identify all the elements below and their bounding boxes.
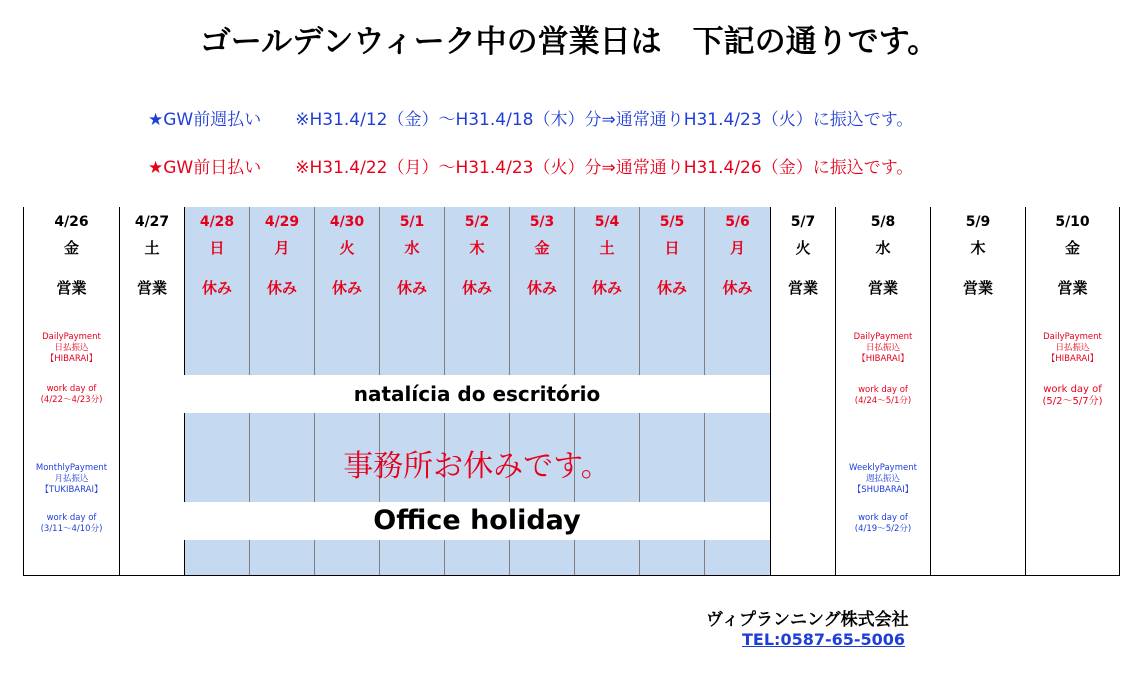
day-date: 4/27 [134, 214, 170, 230]
day-weekday: 木 [970, 239, 986, 257]
payment-jp: 月払振込 [54, 474, 89, 484]
day-weekday: 金 [1064, 239, 1080, 257]
range-label: work day of [46, 384, 97, 394]
day-column [23, 207, 119, 576]
range-value: (4/22～4/23分) [40, 395, 103, 405]
payment-jp: 日払振込 [865, 343, 900, 353]
day-status: 営業 [867, 279, 898, 297]
calendar-bottom-border [23, 575, 1120, 576]
holiday-banner-english: Office holiday [184, 502, 770, 540]
day-status: 休み [201, 279, 232, 297]
payment-jp: 日払振込 [54, 343, 89, 353]
range-label: work day of [858, 385, 908, 395]
holiday-banner-portuguese: natalícia do escritório [184, 375, 770, 413]
day-date: 4/30 [329, 214, 365, 230]
day-column [770, 207, 835, 576]
payment-jp: 週払振込 [865, 474, 900, 484]
day-date: 5/3 [529, 214, 555, 230]
day-weekday: 土 [599, 239, 615, 257]
page-title: ゴールデンウィーク中の営業日は 下記の通りです。 [199, 24, 939, 60]
day-date: 5/8 [870, 214, 896, 230]
holiday-banner-japanese: 事務所お休みです。 [343, 449, 611, 484]
phone-link[interactable]: TEL:0587-65-5006 [742, 630, 906, 649]
payment-code: 【SHUBARAI】 [852, 485, 914, 495]
payment-type: DailyPayment [1043, 332, 1102, 342]
day-weekday: 月 [274, 239, 290, 257]
day-weekday: 水 [404, 239, 420, 257]
day-date: 5/1 [399, 214, 425, 230]
day-date: 4/29 [264, 214, 300, 230]
day-weekday: 火 [795, 239, 811, 257]
day-date: 5/9 [965, 214, 991, 230]
day-date: 5/7 [790, 214, 816, 230]
holiday-calendar [23, 207, 1120, 576]
day-status: 休み [591, 279, 622, 297]
daily-payment-note: ★GW前日払い ※H31.4/22（月）～H31.4/23（火）分⇒通常通りH31.4/26（金）に振込です。 [148, 158, 914, 178]
day-status: 営業 [962, 279, 993, 297]
day-column [1025, 207, 1120, 576]
payment-code: 【HIBARAI】 [1046, 354, 1099, 364]
day-status: 休み [526, 279, 557, 297]
range-value: (4/19～5/2分) [854, 524, 912, 534]
day-status: 休み [396, 279, 427, 297]
day-status: 営業 [56, 279, 87, 297]
day-date: 5/2 [464, 214, 490, 230]
day-status: 休み [722, 279, 753, 297]
payment-jp: 日払振込 [1055, 343, 1090, 353]
day-column [119, 207, 184, 576]
range-label: work day of [858, 513, 908, 523]
payment-code: 【HIBARAI】 [45, 354, 98, 364]
day-column [930, 207, 1025, 576]
range-label: work day of [46, 513, 97, 523]
day-status: 休み [461, 279, 492, 297]
range-label: work day of [1043, 384, 1102, 395]
payment-range [836, 385, 930, 407]
payment-range [24, 384, 119, 406]
payment-code: 【TUKIBARAI】 [40, 485, 103, 495]
day-date: 5/6 [725, 214, 750, 230]
day-date: 5/4 [594, 214, 620, 230]
day-weekday: 金 [63, 239, 79, 257]
day-status: 営業 [1057, 279, 1088, 297]
range-value: (3/11～4/10分) [40, 524, 103, 534]
day-weekday: 月 [729, 239, 745, 257]
day-weekday: 金 [534, 239, 550, 257]
day-column [835, 207, 930, 576]
payment-label [24, 463, 119, 496]
weekly-payment-note: ★GW前週払い ※H31.4/12（金）～H31.4/18（木）分⇒通常通りH31.4/23（火）に振込です。 [148, 110, 914, 130]
day-weekday: 水 [875, 239, 891, 257]
payment-type: MonthlyPayment [35, 463, 108, 473]
day-date: 4/26 [54, 214, 89, 230]
company-name: ヴィプランニング株式会社 [706, 610, 909, 630]
day-date: 5/5 [659, 214, 685, 230]
payment-label [836, 332, 930, 365]
day-status: 営業 [136, 279, 167, 297]
day-weekday: 日 [209, 239, 225, 257]
payment-label [1026, 332, 1119, 365]
day-date: 5/10 [1055, 214, 1090, 230]
day-weekday: 土 [144, 239, 160, 257]
day-weekday: 火 [339, 239, 355, 257]
day-weekday: 日 [664, 239, 680, 257]
day-date: 4/28 [199, 214, 235, 230]
day-status: 休み [331, 279, 362, 297]
payment-range [1026, 384, 1119, 408]
payment-range [24, 513, 119, 535]
payment-type: WeeklyPayment [849, 463, 917, 473]
payment-type: DailyPayment [853, 332, 913, 342]
day-status: 営業 [787, 279, 818, 297]
day-weekday: 木 [469, 239, 485, 257]
payment-code: 【HIBARAI】 [857, 354, 909, 364]
day-status: 休み [266, 279, 297, 297]
payment-range [836, 513, 930, 535]
day-status: 休み [656, 279, 687, 297]
range-value: (5/2～5/7分) [1042, 396, 1103, 407]
payment-type: DailyPayment [42, 332, 101, 342]
payment-label [836, 463, 930, 496]
payment-label [24, 332, 119, 365]
range-value: (4/24～5/1分) [854, 396, 912, 406]
